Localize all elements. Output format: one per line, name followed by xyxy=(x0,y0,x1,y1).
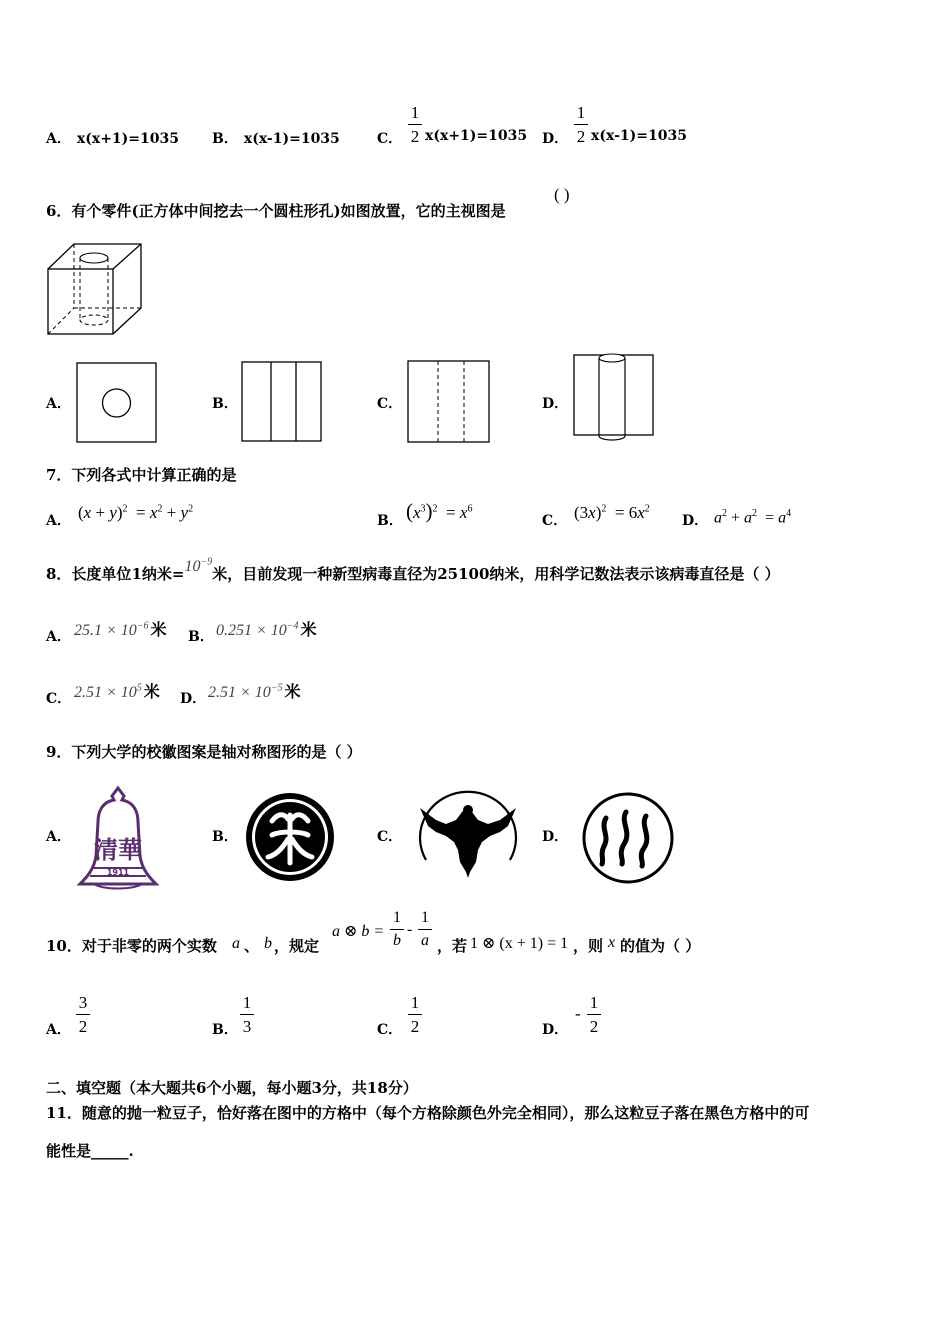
q10-text-then: ，则 xyxy=(573,937,604,955)
q6-question-text: 6．有个零件(正方体中间挖去一个圆柱形孔)如图放置，它的主视图是 xyxy=(46,202,506,220)
q11-question-line-1: 11．随意的抛一粒豆子，恰好落在图中的方格中（每个方格除颜色外完全相同），那么这粒豆子落在黑色方格中的可 xyxy=(46,1104,810,1122)
q9-badge-a-text: 清華 xyxy=(94,835,142,864)
q8-option-d xyxy=(208,679,301,702)
q8-option-d-label: D． xyxy=(180,691,207,707)
q9-option-c-label: C． xyxy=(377,829,403,845)
q7-option-c-expr: $(3x)^2 = 6x^2$ xyxy=(574,503,650,522)
fraction-denominator: b xyxy=(393,932,401,949)
q10-text-if: ，若 xyxy=(437,937,468,955)
q10-option-b-fraction: 1 3 xyxy=(240,994,254,1035)
q10-sep: 、 xyxy=(244,937,260,955)
q10-option-c-label: C． xyxy=(377,1022,403,1038)
q10-var-b: b xyxy=(264,935,272,952)
q9-badge-a-bell xyxy=(78,786,158,890)
q5-option-a xyxy=(46,128,179,148)
q10-op-lhs: a ⊗ b = xyxy=(332,923,385,940)
q5-option-a-expr: x(x+1)=1035 xyxy=(76,131,179,147)
q10-option-c-fraction: 1 2 xyxy=(408,994,422,1035)
q9-badge-c xyxy=(416,790,520,880)
q11-question-line-2: 能性是_____. xyxy=(46,1142,134,1160)
q9-badge-a-year: 1911 xyxy=(106,868,130,877)
q8-text-after: 米，目前发现一种新型病毒直径为25100纳米，用科学记数法表示该病毒直径是（ ） xyxy=(212,565,780,583)
q5-option-c-expr: x(x+1)=1035 xyxy=(425,128,528,144)
q8-unit: 米 xyxy=(284,682,301,701)
q5-option-b xyxy=(212,128,340,148)
q10-option-a-label: A． xyxy=(46,1022,71,1038)
q8-option-c xyxy=(74,679,160,702)
q8-option-a xyxy=(74,617,167,640)
q10-text-define: ，规定 xyxy=(274,937,320,955)
q8-option-a-value: $25.1 \times 10^{-6}$ xyxy=(74,620,149,639)
fraction-denominator: 2 xyxy=(576,127,586,146)
q6-option-a-label: A． xyxy=(46,396,71,412)
q8-option-d-value: $2.51 \times 10^{-5}$ xyxy=(208,682,283,701)
q7-option-b-label: B． xyxy=(377,513,403,529)
q6-option-c-figure xyxy=(407,360,491,444)
q8-unit-power: $10^{-9}$ xyxy=(184,556,213,575)
q10-text-before: 10．对于非零的两个实数 xyxy=(46,937,217,955)
q10-frac-1a xyxy=(418,910,432,949)
q6-cube-figure xyxy=(46,242,146,337)
q10-option-d-label: D． xyxy=(542,1022,569,1038)
q8-unit: 米 xyxy=(143,682,160,701)
q6-option-b-figure xyxy=(241,361,323,443)
q5-option-b-expr: x(x-1)=1035 xyxy=(243,131,340,147)
q5-option-c-label: C． xyxy=(377,131,403,147)
section-2-heading: 二、填空题（本大题共6个小题，每小题3分，共18分） xyxy=(46,1079,418,1097)
q8-option-c-value: $2.51 \times 10^5$ xyxy=(74,682,142,701)
q9-option-d-label: D． xyxy=(542,829,569,845)
q10-option-d-sign: - xyxy=(575,1004,581,1023)
q7-option-a-expr: $(x + y)^2 = x^2 + y^2$ xyxy=(78,503,194,522)
q5-option-c-fraction xyxy=(408,104,422,145)
q8-unit: 米 xyxy=(150,620,167,639)
q7-option-a-label: A． xyxy=(46,513,71,529)
q8-unit: 米 xyxy=(300,620,317,639)
q7-option-d-label: D． xyxy=(682,513,709,529)
q9-option-a-label: A． xyxy=(46,829,71,845)
q8-option-c-label: C． xyxy=(46,691,72,707)
q7-option-c-label: C． xyxy=(542,513,568,529)
fraction-numerator: 1 xyxy=(393,909,401,926)
q5-option-d-expr: x(x-1)=1035 xyxy=(591,128,687,144)
fraction-denominator: a xyxy=(421,932,429,949)
q5-option-b-label: B． xyxy=(212,131,238,147)
q8-option-b-value: $0.251 \times 10^{-4}$ xyxy=(216,620,299,639)
q9-question-text: 9．下列大学的校徽图案是轴对称图形的是（ ） xyxy=(46,743,362,761)
q10-minus: - xyxy=(407,921,413,938)
q8-text-before: 8．长度单位1纳米= xyxy=(46,565,185,583)
q10-option-a-fraction: 3 2 xyxy=(76,994,90,1035)
q10-condition: 1 ⊗ (x + 1) = 1 xyxy=(470,935,569,952)
q6-option-c-label: C． xyxy=(377,396,403,412)
q10-var-x: x xyxy=(608,934,616,951)
q8-option-b xyxy=(216,617,317,640)
q10-option-b-label: B． xyxy=(212,1022,238,1038)
q9-option-b-label: B． xyxy=(212,829,238,845)
q10-frac-1b xyxy=(390,910,404,949)
q9-badge-b xyxy=(244,791,336,883)
q5-option-d-fraction xyxy=(574,104,588,145)
q7-question-text: 7．下列各式中计算正确的是 xyxy=(46,466,237,484)
q6-option-b-label: B． xyxy=(212,396,238,412)
q10-option-d-fraction: 1 2 xyxy=(587,994,601,1035)
q6-option-d-figure xyxy=(572,352,656,444)
q8-option-a-label: A． xyxy=(46,629,71,645)
fraction-numerator: 1 xyxy=(410,103,420,122)
q10-var-a: a xyxy=(232,935,240,952)
q6-option-d-label: D． xyxy=(542,396,569,412)
q8-option-b-label: B． xyxy=(188,629,214,645)
fraction-numerator: 1 xyxy=(421,909,429,926)
q5-option-a-label: A． xyxy=(46,131,71,147)
fraction-numerator: 1 xyxy=(576,103,586,122)
fraction-denominator: 2 xyxy=(410,127,420,146)
q10-text-end: 的值为（ ） xyxy=(620,937,701,955)
q8-question-text xyxy=(46,556,780,584)
q7-option-d-expr: $a^2 + a^2 = a^4$ xyxy=(714,508,792,527)
q6-answer-paren: ( ) xyxy=(554,185,570,204)
q6-option-a-figure xyxy=(76,362,158,444)
q7-option-b-expr: $(x^3)^2 = x^6$ xyxy=(406,499,473,523)
q9-badge-d xyxy=(580,792,676,884)
q5-option-d-label: D． xyxy=(542,131,569,147)
